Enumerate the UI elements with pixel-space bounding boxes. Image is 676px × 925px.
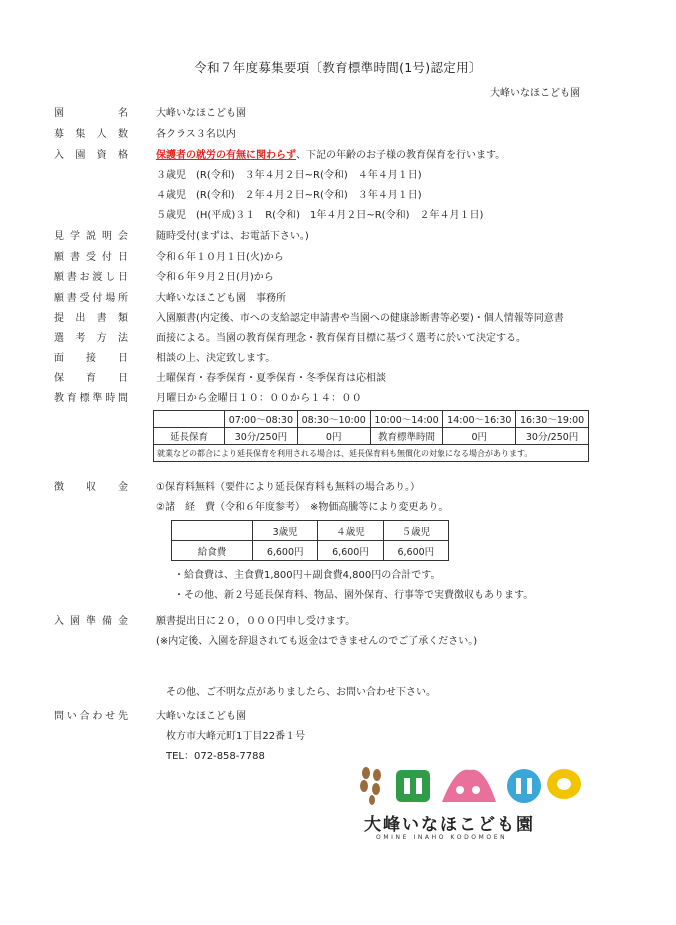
value-distribution-date: 令和６年９月２日(月)から <box>156 272 274 283</box>
value-standard-hours: 月曜日から金曜日１０：００から１４：００ <box>156 393 362 404</box>
label-reserve: 入園準備金 <box>54 616 128 627</box>
table-cell: 30分/250円 <box>225 428 298 445</box>
label-application-date: 願書受付日 <box>54 252 128 263</box>
blue-circle-icon <box>507 769 541 803</box>
table-cell: 14:00～16:30 <box>443 411 516 428</box>
label-care-days: 保育日 <box>54 373 128 384</box>
label-distribution-date: 願書お渡し日 <box>54 272 128 283</box>
nursery-logo <box>352 764 582 844</box>
label-documents: 提出書類 <box>54 313 128 324</box>
value-name: 大峰いなほこども園 <box>156 108 246 119</box>
value-selection: 面接による。当園の教育保育理念・教育保育目標に基づく選考に於いて決定する。 <box>156 333 526 344</box>
reserve-line-2: (※内定後、入園を辞退されても返金はできませんのでご了承ください。) <box>156 636 478 647</box>
table-cell: 教育標準時間 <box>370 428 443 445</box>
age-line-3: ３歳児 (R(令和) ３年４月２日~R(令和) ４年４月１日) <box>156 170 422 181</box>
fees-note-1: ・給食費は、主食費1,800円＋副食費4,800円の合計です。 <box>174 570 441 581</box>
table-cell: 6,600円 <box>318 541 383 561</box>
page-title: 令和７年度募集要項〔教育標準時間(1号)認定用〕 <box>194 60 482 75</box>
green-block-icon <box>396 770 430 802</box>
table-cell: 0円 <box>443 428 516 445</box>
label-application-place: 願書受付場所 <box>54 293 128 304</box>
value-eligibility <box>156 146 505 161</box>
label-fees: 徴収金 <box>54 482 128 493</box>
label-capacity: 募集人数 <box>54 129 128 140</box>
fees-note-2: ・その他、新２号延長保育料、物品、園外保育、行事等で実費徴収もあります。 <box>174 590 534 601</box>
contact-tel: TEL：072-858-7788 <box>166 751 265 762</box>
table-row <box>154 445 589 462</box>
table-row <box>172 541 449 561</box>
label-eligibility: 入園資格 <box>54 150 128 161</box>
table-cell: ４歳児 <box>318 521 383 541</box>
label-contact: 問い合わせ先 <box>54 711 128 722</box>
table-cell: 07:00～08:30 <box>225 411 298 428</box>
label-interview: 面接日 <box>54 353 128 364</box>
table-cell: 給食費 <box>172 541 253 561</box>
table-cell: 08:30～10:00 <box>297 411 370 428</box>
value-interview: 相談の上、決定致します。 <box>156 353 276 364</box>
value-care-days: 土曜保育・春季保育・夏季保育・冬季保育は応相談 <box>156 373 386 384</box>
fees-item-2: ②諸 経 費（令和６年度参考） ※物価高騰等により変更あり。 <box>156 502 449 513</box>
contact-address: 枚方市大峰元町1丁目22番１号 <box>166 731 306 742</box>
table-cell: 3歳児 <box>253 521 318 541</box>
table-cell <box>154 411 225 428</box>
table-note: 就業などの都合により延長保育を利用される場合は、延長保育料も無償化の対象になる場合があります。 <box>154 445 589 462</box>
table-cell: 6,600円 <box>383 541 448 561</box>
value-capacity: 各クラス３名以内 <box>156 129 236 140</box>
table-cell: 6,600円 <box>253 541 318 561</box>
table-row <box>154 411 589 428</box>
logo-name: 大峰いなほこども園 <box>364 815 535 835</box>
table-cell: 10:00～14:00 <box>370 411 443 428</box>
table-cell: ５歳児 <box>383 521 448 541</box>
table-cell: 延長保育 <box>154 428 225 445</box>
logo-romaji: OMINE INAHO KODOMOEN <box>376 834 508 841</box>
label-name: 園名 <box>54 108 128 119</box>
rice-grain-icon <box>360 767 381 805</box>
organization-name: 大峰いなほこども園 <box>490 88 580 99</box>
eligibility-rest: 、下記の年齢のお子様の教育保育を行います。 <box>296 150 506 161</box>
table-cell: 16:30～19:00 <box>516 411 589 428</box>
age-line-5: ５歳児 (H(平成)３１ R(令和) 1年４月２日~R(令和) ２年４月１日) <box>156 210 484 221</box>
reserve-line-1: 願書提出日に２０，０００円申し受けます。 <box>156 616 356 627</box>
age-line-4: ４歳児 (R(令和) ２年４月２日~R(令和) ３年４月１日) <box>156 190 422 201</box>
extended-care-table <box>153 410 589 462</box>
label-tour: 見学説明会 <box>54 231 128 242</box>
fees-item-1: ①保育料無料（要件により延長保育料も無料の場合あり。） <box>156 482 420 493</box>
eligibility-emphasis: 保護者の就労の有無に関わらず <box>156 150 296 161</box>
meal-fee-table <box>171 520 449 561</box>
value-application-date: 令和６年１０月１日(火)から <box>156 252 284 263</box>
table-cell: 30分/250円 <box>516 428 589 445</box>
value-documents: 入園願書(内定後、市への支給認定申請書や当園への健康診断書等必要)・個人情報等同意書 <box>156 313 564 324</box>
value-application-place: 大峰いなほこども園 事務所 <box>156 293 286 304</box>
table-cell: 0円 <box>297 428 370 445</box>
contact-name: 大峰いなほこども園 <box>156 711 246 722</box>
table-cell <box>172 521 253 541</box>
table-row <box>154 428 589 445</box>
yellow-lemon-icon <box>547 769 581 799</box>
label-standard-hours: 教育標準時間 <box>54 393 128 404</box>
closing-text: その他、ご不明な点がありましたら、お問い合わせ下さい。 <box>166 687 436 698</box>
table-row <box>172 521 449 541</box>
pink-mountain-icon <box>442 770 496 802</box>
value-tour: 随時受付(まずは、お電話下さい。) <box>156 231 309 242</box>
label-selection: 選考方法 <box>54 333 128 344</box>
